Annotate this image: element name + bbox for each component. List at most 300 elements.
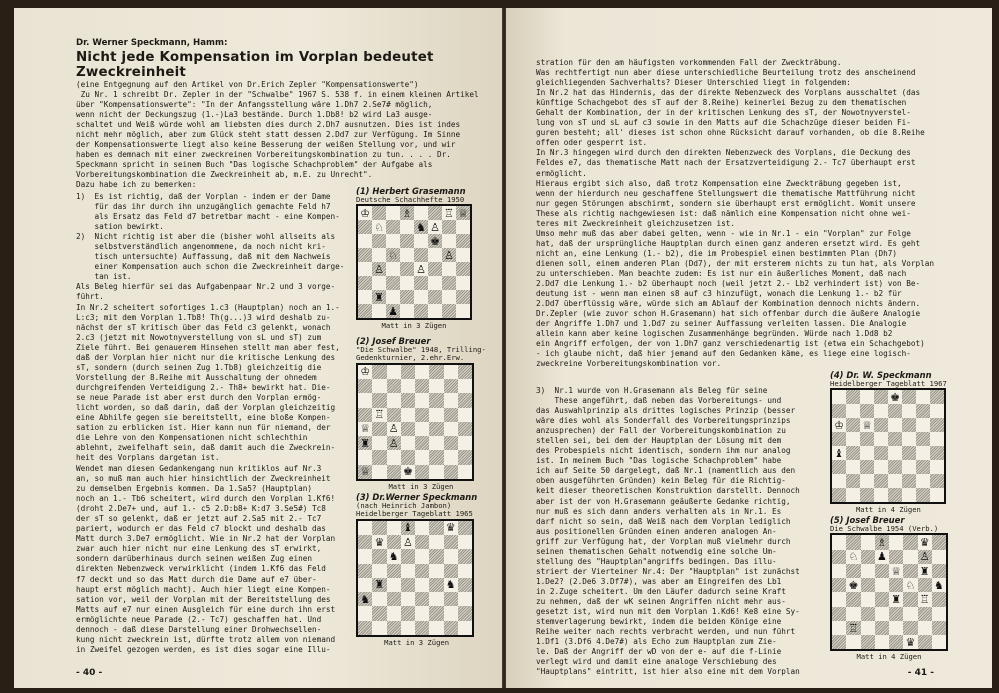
text-line: Umso mehr muß das aber dabei gelten, wenn - wie in Nr.1 - ein "Vorplan" zur Folge <box>536 228 911 238</box>
chess-piece-icon: ♝ <box>402 521 413 535</box>
board-square-h7 <box>932 550 946 564</box>
board-square-a2 <box>358 290 372 304</box>
board-square-d4 <box>400 262 414 276</box>
text-line: noch an 1.- Tb6 scheitert, wird durch den Vorplan 1.Kf6! <box>76 494 336 504</box>
board-square-f5 <box>429 408 443 422</box>
text-line: kung nicht zweckrein ist, dürfte trotz allem von niemand <box>76 634 336 644</box>
board-square-a7 <box>832 404 846 418</box>
board-square-a3 <box>358 436 372 450</box>
text-line: keit dieser theoretischen Konstruktion darstellt. Dennoch <box>536 486 800 496</box>
board-square-d1 <box>401 621 415 635</box>
chess-piece-icon: ♚ <box>848 578 859 592</box>
board-square-b6 <box>846 418 860 432</box>
board-square-h3 <box>458 436 472 450</box>
chess-piece-icon: ♗ <box>876 536 887 550</box>
chess-board <box>830 533 948 651</box>
board-square-f6 <box>428 234 442 248</box>
board-square-b3 <box>846 460 860 474</box>
board-square-f2 <box>429 450 443 464</box>
board-square-b3 <box>846 607 860 621</box>
board-square-d1 <box>400 304 414 318</box>
board-square-a6 <box>358 549 372 563</box>
text-line: In Nr.2 scheitert sofortiges 1.c3 (Hauptplan) noch an 1.- <box>76 302 340 312</box>
board-square-g7 <box>444 379 458 393</box>
board-square-f5 <box>903 578 917 592</box>
board-square-d4 <box>401 578 415 592</box>
board-square-b8 <box>846 535 860 549</box>
board-square-c7 <box>861 550 875 564</box>
board-square-g4 <box>444 578 458 592</box>
board-square-d3 <box>874 460 888 474</box>
chess-piece-icon: ♙ <box>430 220 440 234</box>
board-square-d4 <box>875 592 889 606</box>
board-square-d3 <box>400 276 414 290</box>
board-square-g1 <box>442 304 456 318</box>
board-square-d1 <box>874 488 888 502</box>
board-square-f3 <box>903 607 917 621</box>
board-square-f8 <box>903 535 917 549</box>
page-number-right: - 41 - <box>907 668 934 678</box>
text-line: Gehalt der Kombination, der in der kritischen Lenkung des sT, der Nowotnyverstel- <box>536 108 911 118</box>
board-square-b2 <box>846 621 860 635</box>
board-square-c8 <box>386 206 400 220</box>
board-square-e1 <box>889 635 903 649</box>
board-square-f8 <box>902 390 916 404</box>
board-square-b3 <box>372 592 386 606</box>
board-square-h2 <box>456 290 470 304</box>
text-line: stellen sei, bei dem der Hauptplan der Lösung mit dem <box>536 436 782 446</box>
board-square-e8 <box>888 390 902 404</box>
text-line: oben ausgeführten Gründen) kein Beleg für die Richtig- <box>536 476 786 486</box>
text-line: "Hauptplans" eintritt, ist hier also eine mit dem Vorplan <box>536 667 800 677</box>
board-square-e2 <box>888 474 902 488</box>
chess-diagram-2 <box>356 336 486 491</box>
chess-piece-icon: ♛ <box>919 536 930 550</box>
text-line: These als richtig nachgewiesen ist: daß nämlich eine Kompensation nicht ohne wei- <box>536 208 911 218</box>
board-square-d7 <box>401 379 415 393</box>
board-square-c1 <box>387 465 401 479</box>
board-square-g6 <box>916 418 930 432</box>
board-square-c2 <box>387 606 401 620</box>
text-line: Dazu habe ich zu bemerken: <box>76 180 197 190</box>
board-square-b6 <box>846 564 860 578</box>
board-square-a7 <box>358 220 372 234</box>
page-number-left: - 40 - <box>76 668 103 678</box>
text-line: These angeführt, daß neben das Vorbereitungs- und <box>536 396 782 406</box>
chess-piece-icon: ♞ <box>360 592 371 606</box>
board-square-b5 <box>372 408 386 422</box>
board-square-f6 <box>902 418 916 432</box>
text-line: Reihe weiter nach rechts verbracht werden, und nun führt <box>536 627 796 637</box>
board-square-h8 <box>458 365 472 379</box>
board-square-g7 <box>918 550 932 564</box>
board-square-c4 <box>860 446 874 460</box>
board-square-d4 <box>874 446 888 460</box>
board-square-e3 <box>414 276 428 290</box>
chess-piece-icon: ♙ <box>388 436 399 450</box>
board-square-g8 <box>442 206 456 220</box>
board-square-e6 <box>415 549 429 563</box>
text-line: selbstverständlich angenommene, da noch nicht kri- <box>76 242 326 252</box>
board-square-a4 <box>358 262 372 276</box>
board-square-b2 <box>372 606 386 620</box>
board-square-d1 <box>401 465 415 479</box>
board-square-e7 <box>415 379 429 393</box>
text-line: nicht an, eine Lenkung (1.- b2), die im Probespiel einen bestimmten Plan (Dh7) <box>536 248 898 258</box>
text-line: wenn der hierdurch neu geschaffene Stellungswert die thematische Mattführung nicht <box>536 188 916 198</box>
board-square-b6 <box>372 234 386 248</box>
board-square-d1 <box>875 635 889 649</box>
board-square-f2 <box>902 474 916 488</box>
board-square-a5 <box>832 578 846 592</box>
diagram-stipulation: Matt in 3 Zügen <box>388 481 454 491</box>
board-square-h7 <box>458 535 472 549</box>
text-line: zwar auch hier nicht nur eine Lenkung des sT erwirkt, <box>76 544 322 554</box>
board-square-a8 <box>358 365 372 379</box>
board-square-h1 <box>456 304 470 318</box>
text-line: 3) Nr.1 wurde von H.Grasemann als Beleg für seine <box>536 386 768 395</box>
board-square-e7 <box>888 404 902 418</box>
board-square-e1 <box>414 304 428 318</box>
chess-board <box>356 363 474 481</box>
board-square-h6 <box>458 549 472 563</box>
board-square-e8 <box>415 521 429 535</box>
chess-piece-icon: ♙ <box>402 535 413 549</box>
board-square-h4 <box>458 578 472 592</box>
board-square-f6 <box>903 564 917 578</box>
board-square-b8 <box>372 365 386 379</box>
board-square-h4 <box>930 446 944 460</box>
board-square-f5 <box>428 248 442 262</box>
board-square-d2 <box>401 606 415 620</box>
chess-piece-icon: ♖ <box>919 593 930 607</box>
board-square-b4 <box>372 422 386 436</box>
board-square-f4 <box>902 446 916 460</box>
board-square-d5 <box>400 248 414 262</box>
board-square-e5 <box>415 408 429 422</box>
board-square-a3 <box>358 276 372 290</box>
board-square-a3 <box>832 460 846 474</box>
text-line: tan ist. <box>76 272 132 282</box>
board-square-f3 <box>429 436 443 450</box>
board-square-b3 <box>372 276 386 290</box>
text-line: gesetzt ist, wird nun mit dem Vorplan 1.Kd6! Ke8 eine Sy- <box>536 607 800 617</box>
board-square-b7 <box>846 550 860 564</box>
article-body-column <box>76 192 344 463</box>
board-square-h1 <box>932 635 946 649</box>
text-line: zu demselben Ergebnis kommen. Da 1.Sa5? (Hauptplan) <box>76 484 313 494</box>
board-square-d6 <box>401 393 415 407</box>
board-square-f1 <box>429 621 443 635</box>
board-square-c2 <box>860 474 874 488</box>
board-square-h4 <box>458 422 472 436</box>
board-square-d6 <box>875 564 889 578</box>
board-square-b5 <box>372 564 386 578</box>
board-square-f2 <box>903 621 917 635</box>
board-square-a8 <box>358 521 372 535</box>
text-line: Wendet man diesen Gedankengang nun kritiklos auf Nr.3 <box>76 464 322 473</box>
diagram-source: Deutsche Schachhefte 1950 <box>356 195 465 204</box>
board-square-a1 <box>358 621 372 635</box>
board-square-g2 <box>444 606 458 620</box>
board-square-f3 <box>902 460 916 474</box>
text-line: einer Kompensation auch schon die Zweckreinheit darge- <box>76 262 345 272</box>
board-square-h2 <box>932 621 946 635</box>
text-line: führt. <box>76 292 104 302</box>
board-square-a6 <box>832 564 846 578</box>
text-line: se neue Parade ist aber erst durch den Vorplan ermög- <box>76 392 322 402</box>
board-square-h2 <box>458 606 472 620</box>
board-square-g1 <box>916 488 930 502</box>
text-line: sation bewirkt. <box>76 222 164 232</box>
chess-piece-icon: ♚ <box>890 390 900 404</box>
chess-piece-icon: ♟ <box>876 550 887 564</box>
chess-piece-icon: ♙ <box>416 262 426 276</box>
diagram-caption: (2) Josef Breuer <box>356 336 431 346</box>
board-square-g4 <box>916 446 930 460</box>
board-square-g8 <box>916 390 930 404</box>
board-square-c5 <box>861 578 875 592</box>
chess-piece-icon: ♚ <box>402 465 413 479</box>
board-square-e6 <box>889 564 903 578</box>
board-square-g3 <box>444 592 458 606</box>
board-square-b8 <box>372 521 386 535</box>
board-square-d2 <box>874 474 888 488</box>
board-square-b5 <box>846 432 860 446</box>
chess-piece-icon: ♞ <box>933 578 944 592</box>
text-line: ist. In meinem Buch "Das logische Schachproblem" habe <box>536 456 782 466</box>
board-square-d7 <box>400 220 414 234</box>
board-square-e3 <box>415 592 429 606</box>
chess-piece-icon: ♟ <box>388 304 398 318</box>
board-square-h5 <box>930 432 944 446</box>
text-line: 2.Dd7 die Lenkung 1.- b2 überhaupt noch (weil jetzt 2.- Lb2 verhindert ist) von Be- <box>536 279 921 289</box>
board-square-c6 <box>387 549 401 563</box>
chess-piece-icon: ♕ <box>862 418 872 432</box>
text-line: der Kompensationswerte liegt also keine Besserung der weißen Stellung vor, und wir <box>76 140 456 150</box>
chess-piece-icon: ♝ <box>834 446 844 460</box>
board-square-b3 <box>372 436 386 450</box>
text-line: haupt erst möglich macht). Auch hier liegt eine Kompen- <box>76 584 331 594</box>
text-line: 2.Dd7 überflüssig wäre, würde sich am Ablauf der Kombination dennoch nichts ändern. <box>536 299 921 309</box>
board-square-e4 <box>415 578 429 592</box>
text-line: aber ist der von H.Grasemann geäußerte Gedanke richtig, <box>536 496 791 506</box>
text-line: offen oder gesperrt ist. <box>536 138 648 148</box>
text-line: Was rechtfertigt nun aber diese unterschiedliche Beurteilung trotz des anscheinend <box>536 68 916 78</box>
board-square-f6 <box>429 393 443 407</box>
diagram-source: Die Schwalbe 1954 (Verb.) <box>830 524 939 533</box>
board-square-h6 <box>932 564 946 578</box>
board-square-c3 <box>861 607 875 621</box>
article-body-continuation <box>76 464 335 655</box>
text-line: nur gegen Störungen abschirmt, sondern sie überhaupt erst ermöglicht. Womit unsere <box>536 198 916 208</box>
board-square-e3 <box>888 460 902 474</box>
text-line: zu unterschieben. Man beachte zudem: Es ist nur ein äußerliches Moment, daß nach <box>536 268 907 278</box>
text-line: verlegt wird und damit eine analoge Verschiebung des <box>536 657 777 667</box>
board-square-g4 <box>918 592 932 606</box>
board-square-c7 <box>387 535 401 549</box>
board-square-g2 <box>918 621 932 635</box>
text-line: 1.De2? (2.De6 3.Df7#), was aber am Eingreifen des Lb1 <box>536 576 782 586</box>
chess-diagram-1 <box>356 186 472 330</box>
board-square-b4 <box>372 578 386 592</box>
board-square-c3 <box>860 460 874 474</box>
board-square-a6 <box>832 418 846 432</box>
board-square-e8 <box>415 365 429 379</box>
diagram-source: Heidelberger Tageblatt 1967 <box>830 379 947 388</box>
board-square-e7 <box>889 550 903 564</box>
board-square-g1 <box>918 635 932 649</box>
text-line: nicht mehr möglich, aber zum Glück steht statt dessen 2.Dd7 zur Verfügung. Im Sinne <box>76 130 461 140</box>
board-square-h2 <box>458 450 472 464</box>
board-square-h8 <box>932 535 946 549</box>
chess-board <box>830 388 946 504</box>
chess-piece-icon: ♘ <box>905 578 916 592</box>
text-line: gleichliegenden Sachverhalts? Dieser Unterschied liegt in folgendem: <box>536 78 851 88</box>
board-square-f1 <box>902 488 916 502</box>
chess-piece-icon: ♜ <box>374 290 384 304</box>
chess-diagram-3 <box>356 492 477 647</box>
text-line: licht worden, so daß darin, daß der Vorplan gleichzeitig <box>76 402 336 412</box>
text-line: darf nicht so sein, daß Weiß nach dem Vorplan lediglich <box>536 516 791 526</box>
board-square-e1 <box>415 465 429 479</box>
chess-diagram-5 <box>830 515 948 661</box>
board-square-b1 <box>846 635 860 649</box>
chess-piece-icon: ♛ <box>905 635 916 649</box>
board-square-d2 <box>875 621 889 635</box>
board-square-f7 <box>429 535 443 549</box>
text-line: anzusprechen) der Fall der Vorbereitungskombination zu <box>536 426 786 436</box>
board-square-b6 <box>372 393 386 407</box>
board-square-g5 <box>916 432 930 446</box>
text-line: griff zur Verfügung hat, der Vorplan muß vielmehr durch <box>536 536 791 546</box>
board-square-b8 <box>372 206 386 220</box>
board-square-d8 <box>874 390 888 404</box>
board-square-c1 <box>861 635 875 649</box>
board-square-a8 <box>832 390 846 404</box>
board-square-d8 <box>875 535 889 549</box>
board-square-a5 <box>832 432 846 446</box>
board-square-f4 <box>429 578 443 592</box>
text-line: seinen thematischen Gehalt notwendig eine solche Um- <box>536 546 777 556</box>
text-line: nur muß es sich dann anders verhalten als in Nr.1. Es <box>536 506 782 516</box>
board-square-e4 <box>888 446 902 460</box>
diagram-stipulation: Matt in 3 Zügen <box>384 637 450 647</box>
board-square-f4 <box>903 592 917 606</box>
board-square-g2 <box>916 474 930 488</box>
text-line: deutung ist - wenn man einen s8 auf c3 hinzufügt, wonach die Lenkung 1.- b2 für <box>536 289 902 299</box>
chess-piece-icon: ♘ <box>848 550 859 564</box>
board-square-d8 <box>401 521 415 535</box>
board-square-d7 <box>401 535 415 549</box>
text-line: zu nehmen, daß der wK seinen Angriffen nicht mehr aus- <box>536 596 786 606</box>
article-title: Nicht jede Kompensation im Vorplan bedeutet Zweckreinheit <box>76 50 434 80</box>
text-line: hat, daß der ursprüngliche Hauptplan durch einen ganz anderen ersetzt wird. Es geht <box>536 238 921 248</box>
text-line: heit des Vorplans dargetan ist. <box>76 453 220 463</box>
board-square-c3 <box>386 276 400 290</box>
board-square-c8 <box>860 390 874 404</box>
chess-piece-icon: ♚ <box>430 234 440 248</box>
board-square-f2 <box>428 290 442 304</box>
board-square-a5 <box>358 248 372 262</box>
text-line: das Auswahlprinzip als drittes logisches Prinzip (besser <box>536 406 796 416</box>
chess-piece-icon: ♙ <box>919 550 930 564</box>
text-line: haben es demnach mit einer zweckreinen Vorbereitungskombination zu tun. . . . Dr. <box>76 150 451 160</box>
board-square-g8 <box>918 535 932 549</box>
board-square-g3 <box>444 436 458 450</box>
board-square-a4 <box>832 592 846 606</box>
board-square-c5 <box>386 248 400 262</box>
board-square-h5 <box>932 578 946 592</box>
board-square-h5 <box>458 408 472 422</box>
board-square-c5 <box>387 564 401 578</box>
board-square-b4 <box>846 446 860 460</box>
chess-diagram-4 <box>830 370 947 514</box>
board-square-h2 <box>930 474 944 488</box>
board-square-f6 <box>429 549 443 563</box>
text-line: Ziele führt. Bei genauerem Hinsehen stellt man aber fest, <box>76 342 340 352</box>
board-square-c1 <box>860 488 874 502</box>
board-square-h8 <box>930 390 944 404</box>
text-line: (droht 2.De7+ und, auf 1.- c5 2.D:b8+ K:d7 3.Se5#) Tc8 <box>76 504 326 514</box>
board-square-c1 <box>387 621 401 635</box>
board-square-e5 <box>889 578 903 592</box>
text-line: Feldes e7, das thematische Matt nach der Ersatzverteidigung 2.- Tc7 überhaupt erst <box>536 158 916 168</box>
text-line: der Angriffe 1.Dh7 und 1.Dd7 zu seiner Auffassung verleiten lassen. Die Analogie <box>536 319 907 329</box>
board-square-f8 <box>429 365 443 379</box>
diagram-caption: (4) Dr. W. Speckmann <box>830 370 932 380</box>
board-square-b1 <box>372 304 386 318</box>
board-square-h5 <box>456 248 470 262</box>
text-line: über "Kompensationswerte": "In der Anfangsstellung wäre 1.Dh7 2.Se7# möglich, <box>76 100 433 110</box>
board-square-c4 <box>861 592 875 606</box>
text-line: In Nr.3 hingegen wird durch den direkten Nebenzweck des Vorplans, die Deckung des <box>536 148 911 158</box>
board-square-g6 <box>442 234 456 248</box>
board-square-g3 <box>442 276 456 290</box>
text-line: wäre dies wohl als Sonderfall des Vorbereitungsprinzips <box>536 416 791 426</box>
board-square-e4 <box>415 422 429 436</box>
board-square-b7 <box>372 379 386 393</box>
board-square-h8 <box>458 521 472 535</box>
diagram-source: "Die Schwalbe" 1948, Trilling- Gedenkturnier, 2.ehr.Erw. <box>356 345 486 363</box>
text-line: in 2.Zuge scheitert. Um den Läufer dadurch seine Kraft <box>536 586 786 596</box>
board-square-b1 <box>372 621 386 635</box>
board-square-h1 <box>930 488 944 502</box>
text-line: Vorbereitungskombination die Zweckreinheit ab, m.E. zu Unrecht". <box>76 170 373 180</box>
board-square-f3 <box>428 276 442 290</box>
board-square-d5 <box>875 578 889 592</box>
text-line: ermöglicht. <box>536 168 587 178</box>
text-line: Dr.Zepler (wie zuvor schon H.Grasemann) hat sich offenbar durch die äußere Analogie <box>536 309 921 319</box>
board-square-a5 <box>358 408 372 422</box>
chess-piece-icon: ♜ <box>919 564 930 578</box>
board-square-d4 <box>401 422 415 436</box>
text-line: - ich glaube nicht, daß hier jemand auf den Gedanken käme, es liege eine logisch- <box>536 349 911 359</box>
board-square-g6 <box>444 393 458 407</box>
text-line: stellung des "Hauptplan"angriffs bedingen. Das illu- <box>536 556 777 566</box>
board-square-c7 <box>386 220 400 234</box>
diagram-stipulation: Matt in 3 Zügen <box>381 321 447 331</box>
board-square-f7 <box>902 404 916 418</box>
board-square-b5 <box>372 248 386 262</box>
board-square-a8 <box>832 535 846 549</box>
board-square-d8 <box>400 206 414 220</box>
board-square-c6 <box>861 564 875 578</box>
board-square-d6 <box>874 418 888 432</box>
board-square-e6 <box>414 234 428 248</box>
board-square-g7 <box>444 535 458 549</box>
board-square-e1 <box>415 621 429 635</box>
